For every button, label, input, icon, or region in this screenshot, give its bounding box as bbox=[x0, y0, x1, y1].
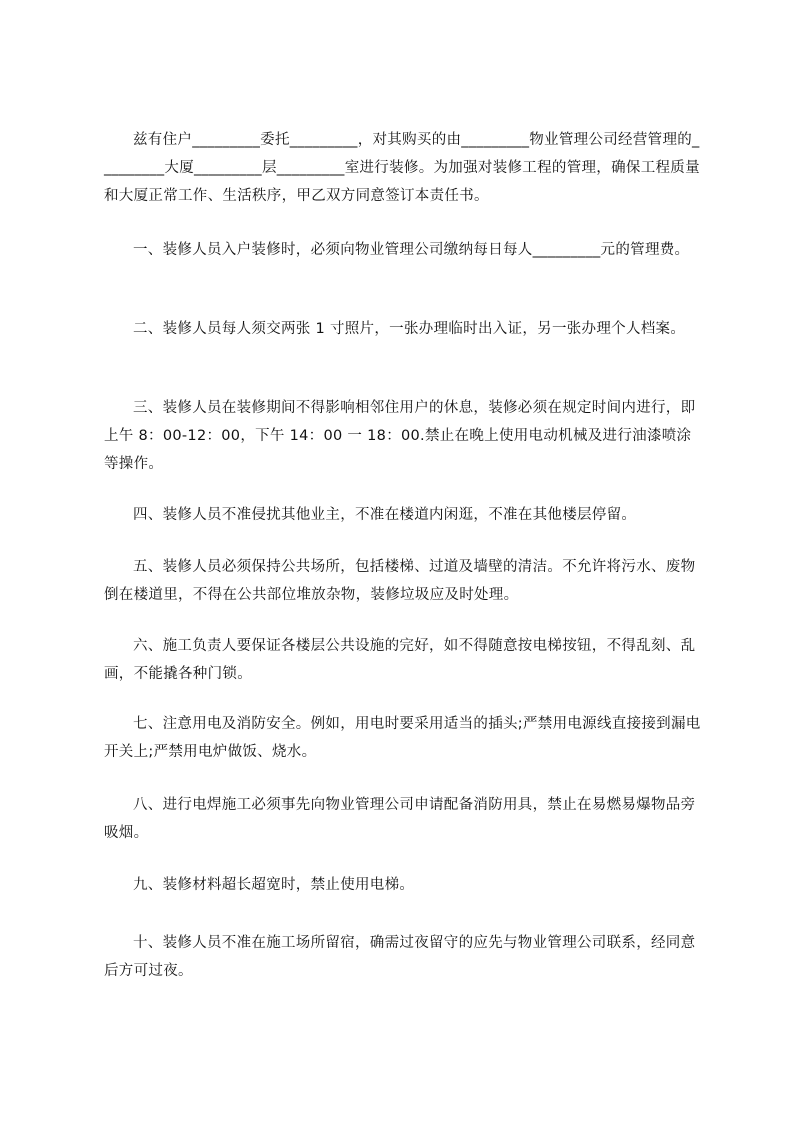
clause-5: 五、装修人员必须保持公共场所，包括楼梯、过道及墙壁的清洁。不允许将污水、废物倒在楼道里，不得在公共部位堆放杂物，装修垃圾应及时处理。 bbox=[104, 559, 696, 603]
clause-6: 六、施工负责人要保证各楼层公共设施的完好，如不得随意按电梯按钮，不得乱刻、乱画，不能撬各种门锁。 bbox=[104, 638, 696, 682]
clause-9: 九、装修材料超长超宽时，禁止使用电梯。 bbox=[133, 877, 415, 893]
clause-7: 七、注意用电及消防安全。例如，用电时要采用适当的插头;严禁用电源线直接接到漏电开关上;严禁用电炉做饭、烧水。 bbox=[104, 716, 701, 760]
clause-1: 一、装修人员入户装修时，必须向物业管理公司缴纳每日每人_________元的管理费。 bbox=[133, 242, 690, 258]
intro-paragraph: 兹有住户_________委托_________，对其购买的由_________物业管理公司经营管理的_________大厦_________层_________室进行装修。为加强对装修工程的管理，确保工程质量和大厦正常工作、生活秩序，甲乙双方同意签订本责任书。 bbox=[104, 132, 700, 204]
clause-10: 十、装修人员不准在施工场所留宿，确需过夜留守的应先与物业管理公司联系，经同意后方可过夜。 bbox=[104, 935, 696, 979]
clause-2: 二、装修人员每人须交两张 1 寸照片，一张办理临时出入证，另一张办理个人档案。 bbox=[133, 321, 686, 337]
clause-3: 三、装修人员在装修期间不得影响相邻住用户的休息，装修必须在规定时间内进行，即上午 8：00-12：00，下午 14：00 一 18：00.禁止在晚上使用电动机械及进行油漆喷涂等操作。 bbox=[104, 400, 696, 472]
clause-4: 四、装修人员不准侵扰其他业主，不准在楼道内闲逛，不准在其他楼层停留。 bbox=[133, 507, 637, 523]
clause-8: 八、进行电焊施工必须事先向物业管理公司申请配备消防用具，禁止在易燃易爆物品旁吸烟。 bbox=[104, 797, 696, 841]
